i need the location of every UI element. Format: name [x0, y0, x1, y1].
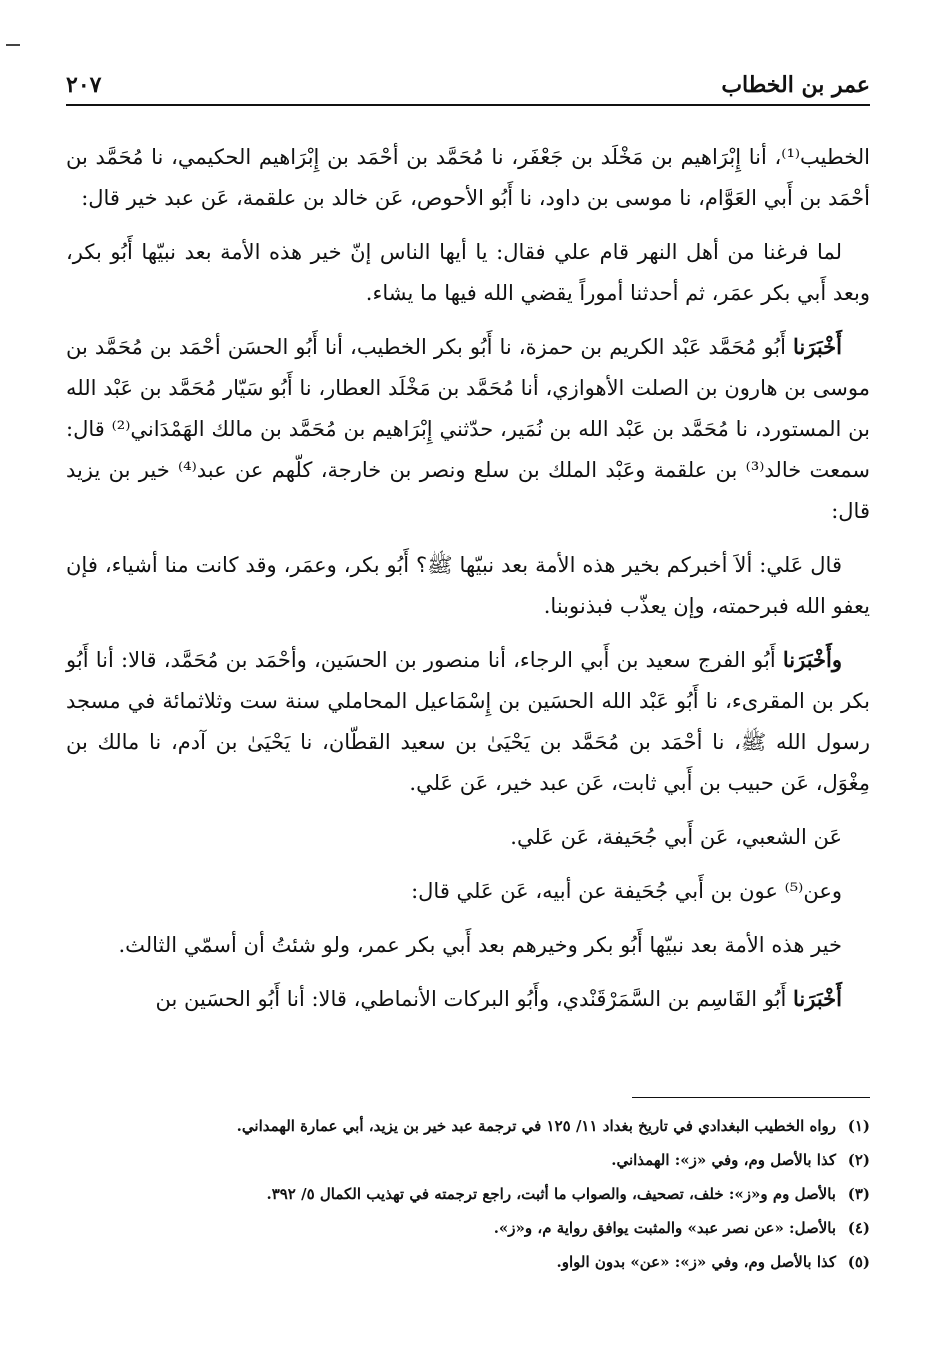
footnote-rule: [632, 1097, 870, 1098]
footnote-text: بالأصل: «عن نصر عبد» والمثبت يوافق رواية م، و«ز».: [493, 1219, 836, 1237]
paragraph-8: خير هذه الأمة بعد نبيّها أَبُو بكر وخيرهم بعد أَبي بكر عمر، ولو شئتُ أن أسمّي الثالث.: [118, 933, 842, 957]
footnote-number: (٣): [847, 1185, 870, 1203]
footnote-text: كذا بالأصل وم، وفي «ز»: «عن» بدون الواو.: [556, 1253, 836, 1271]
paragraph-9: أَخْبَرَنا أَبُو القَاسِم بن السَّمَرْقَنْدي، وأَبُو البركات الأنماطي، قالا: أنا أَبُو الحسَين بن: [155, 986, 842, 1011]
footnotes: [66, 1109, 870, 1279]
page-header: [66, 72, 870, 102]
isnad-lead: أَخْبَرَنا: [793, 334, 842, 359]
paragraph-4: قال عَلي: ألاَ أخبركم بخير هذه الأمة بعد نبيّها ﷺ؟ أَبُو بكر، وعمَر، وقد كانت منا أشياء، فإن يعفو الله فبرحمته، وإن يعذّب فبذنوبنا.: [66, 553, 870, 618]
page-number: ٢٠٧: [66, 72, 102, 98]
paragraph-1: الخطيب⁽¹⁾، أنا إِبْرَاهيم بن مَخْلَد بن جَعْفَر، نا مُحَمَّد بن أحْمَد بن إِبْرَاهيم الحكيمي، نا مُحَمَّد بن أحْمَد بن أَبي العَوَّام، نا موسى بن داود، نا أَبُو الأحوص، عَن خالد بن علقمة، عَن عبد خير قال:: [66, 145, 870, 210]
footnote-5: [66, 1245, 870, 1279]
paragraph-7: وعن⁽⁵⁾ عون بن أَبي جُحَيفة عن أبيه، عَن عَلي قال:: [411, 879, 842, 903]
footnote-1: [66, 1109, 870, 1143]
footnote-text: بالأصل وم و«ز»: خلف، تصحيف، والصواب ما أثبت، راجع ترجمته في تهذيب الكمال ٥/ ٣٩٢.: [266, 1185, 836, 1203]
footnote-number: (٤): [847, 1219, 870, 1237]
paragraph-6: عَن الشعبي، عَن أَبي جُحَيفة، عَن عَلي.: [510, 825, 842, 849]
running-title: عمر بن الخطاب: [721, 72, 870, 98]
footnote-number: (١): [847, 1117, 870, 1135]
header-rule: [66, 104, 870, 106]
footnote-number: (٢): [847, 1151, 870, 1169]
footnote-3: [66, 1177, 870, 1211]
paragraph-3: أَخْبَرَنا أَبُو مُحَمَّد عَبْد الكريم بن حمزة، نا أَبُو بكر الخطيب، أنا أَبُو الحسَن أحْمَد بن مُحَمَّد بن موسى بن هارون بن الصلت الأهوازي، أنا مُحَمَّد بن مَخْلَد العطار، نا أَبُو سَيّار مُحَمَّد بن عَبْد الله بن المستورد، نا مُحَمَّد بن عَبْد الله بن نُمَير، حدّثني إِبْرَاهيم بن مُحَمَّد بن مالك الهَمْدَاني⁽²⁾ قال: سمعت خالد⁽³⁾ بن علقمة وعَبْد الملك بن سلع ونصر بن خارجة، كلّهم عن عبد⁽⁴⁾ خير بن يزيد قال:: [66, 334, 871, 523]
isnad-lead: وأَخْبَرَنا: [782, 647, 842, 672]
footnote-number: (٥): [847, 1253, 870, 1271]
footnote-4: [66, 1211, 870, 1245]
body-text: [66, 136, 870, 1032]
footnote-text: كذا بالأصل وم، وفي «ز»: الهمذاني.: [611, 1151, 836, 1169]
footnote-2: [66, 1143, 870, 1177]
paragraph-5: وأَخْبَرَنا أَبُو الفرج سعيد بن أَبي الرجاء، أنا منصور بن الحسَين، وأحْمَد بن مُحَمَّد، قالا: أنا أَبُو بكر بن المقرىء، نا أَبُو عَبْد الله الحسَين بن إِسْمَاعيل المحاملي سنة ست وثلاثمائة في مسجد رسول الله ﷺ، نا أحْمَد بن مُحَمَّد بن يَحْيَىٰ بن سعيد القطّان، نا يَحْيَىٰ بن آدم، نا مالك بن مِغْوَل، عَن حبيب بن أَبي ثابت، عَن عبد خير، عَن عَلي.: [66, 647, 870, 795]
paragraph-2: لما فرغنا من أهل النهر قام علي فقال: يا أيها الناس إنّ خير هذه الأمة بعد نبيّها أَبُو بكر، وبعد أَبي بكر عمَر، ثم أحدثنا أموراً يقضي الله فيها ما يشاء.: [66, 240, 870, 305]
isnad-lead: أَخْبَرَنا: [793, 986, 842, 1011]
margin-mark: [6, 44, 20, 46]
footnote-text: رواه الخطيب البغدادي في تاريخ بغداد ١١/ ١٢٥ في ترجمة عبد خير بن يزيد، أبي عمارة الهمداني.: [236, 1117, 836, 1135]
